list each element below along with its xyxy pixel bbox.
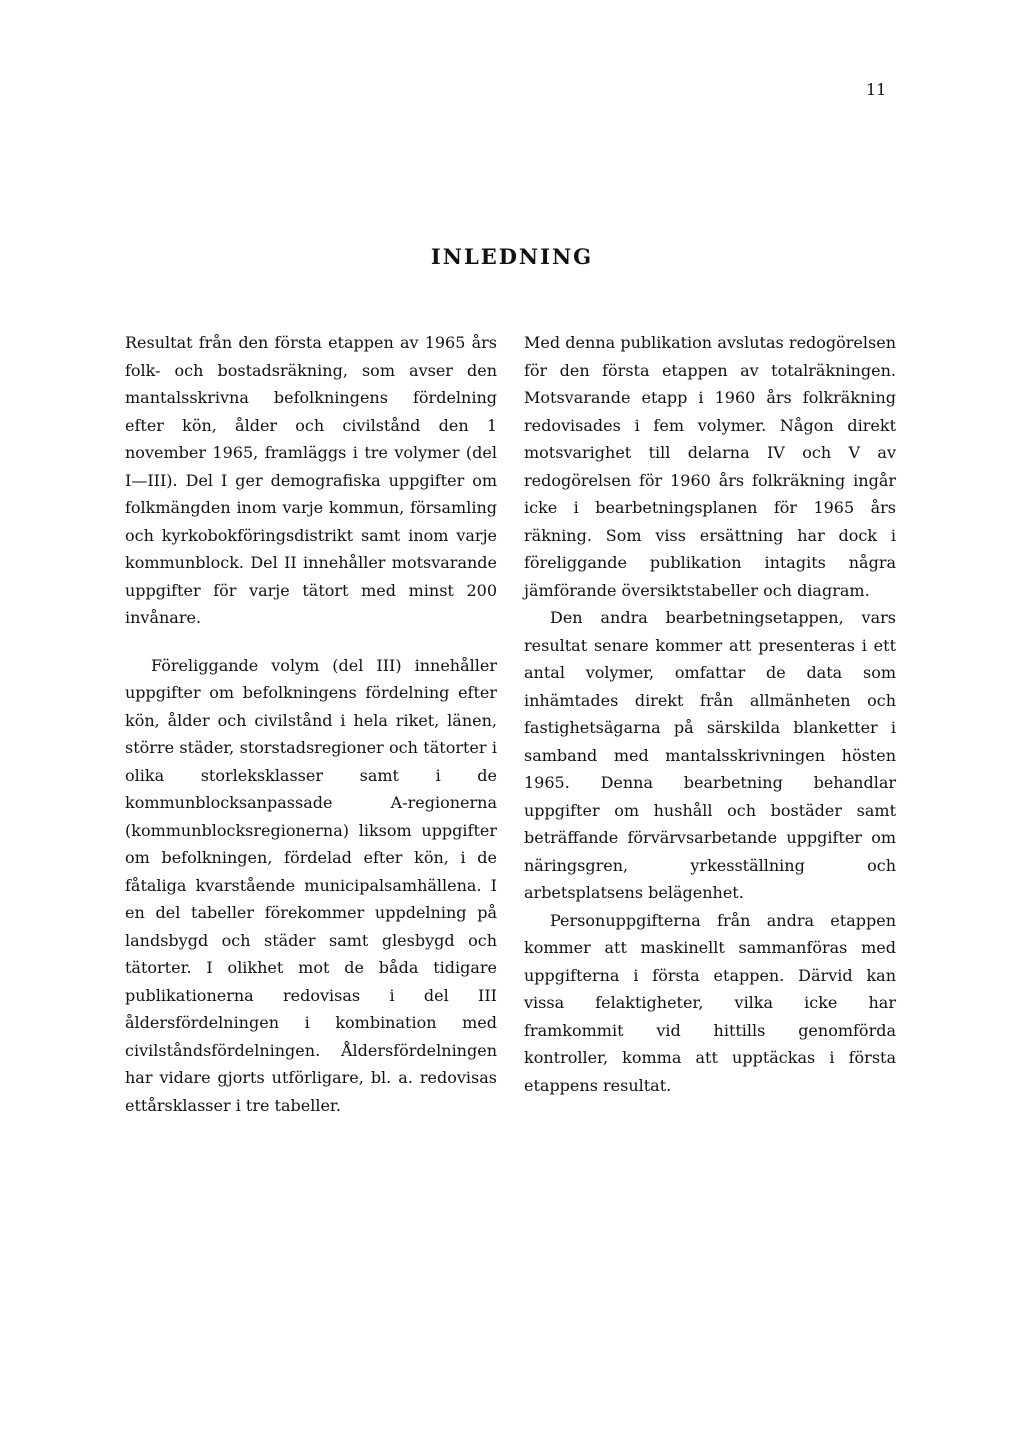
page-number: 11 [866, 80, 887, 99]
paragraph: Den andra bearbetningsetappen, vars resultat senare kommer att presenteras i ett antal volymer, omfattar de data som inhämtades direkt från allmänheten och fastighetsägarna på särskilda blanketter i samband med mantalsskrivningen hösten 1965. Denna bearbetning behandlar uppgifter om hushåll och bostäder samt beträffande förvärvsarbetande uppgifter om näringsgren, yrkesställning och arbetsplatsens belägenhet. [524, 608, 896, 902]
right-column [524, 329, 896, 1099]
paragraph: Personuppgifterna från andra etappen kommer att maskinellt sammanföras med uppgifterna i första etappen. Därvid kan vissa felaktigheter, vilka icke har framkommit vid hittills genomförda kontroller, komma att upptäckas i första etappens resultat. [524, 910, 896, 1095]
paragraph: Föreliggande volym (del III) innehåller uppgifter om befolkningens fördelning efter kön, ålder och civilstånd i hela riket, länen, större städer, storstadsregioner och tätorter i olika storleksklasser samt i de kommunblocksanpassade A-regionerna (kommunblocksregionerna) liksom uppgifter om befolkningen, fördelad efter kön, i de fåtaliga kvarstående municipalsamhällena. I en del tabeller förekommer uppdelning på landsbygd och städer samt glesbygd och tätorter. I olikhet mot de båda tidigare publikationerna redovisas i del III åldersfördelningen i kombination med civilståndsfördelningen. Åldersfördelningen har vidare gjorts utförligare, bl. a. redovisas ettårsklasser i tre tabeller. [125, 655, 497, 1115]
left-column [125, 329, 497, 1119]
paragraph: Resultat från den första etappen av 1965 års folk- och bostadsräkning, som avser den mantalsskrivna befolkningens fördelning efter kön, ålder och civilstånd den 1 november 1965, framläggs i tre volymer (del I—III). Del I ger demografiska uppgifter om folkmängden inom varje kommun, församling och kyrkobokföringsdistrikt samt inom varje kommunblock. Del II innehåller motsvarande uppgifter för varje tätort med minst 200 invånare. [125, 333, 497, 627]
paragraph: Med denna publikation avslutas redogörelsen för den första etappen av totalräkningen. Motsvarande etapp i 1960 års folkräkning redovisades i fem volymer. Någon direkt motsvarighet till delarna IV och V av redogörelsen för 1960 års folkräkning ingår icke i bearbetningsplanen för 1965 års räkning. Som viss ersättning har dock i föreliggande publikation intagits några jämförande översiktstabeller och diagram. [524, 333, 896, 600]
page-title: INLEDNING [430, 244, 594, 269]
